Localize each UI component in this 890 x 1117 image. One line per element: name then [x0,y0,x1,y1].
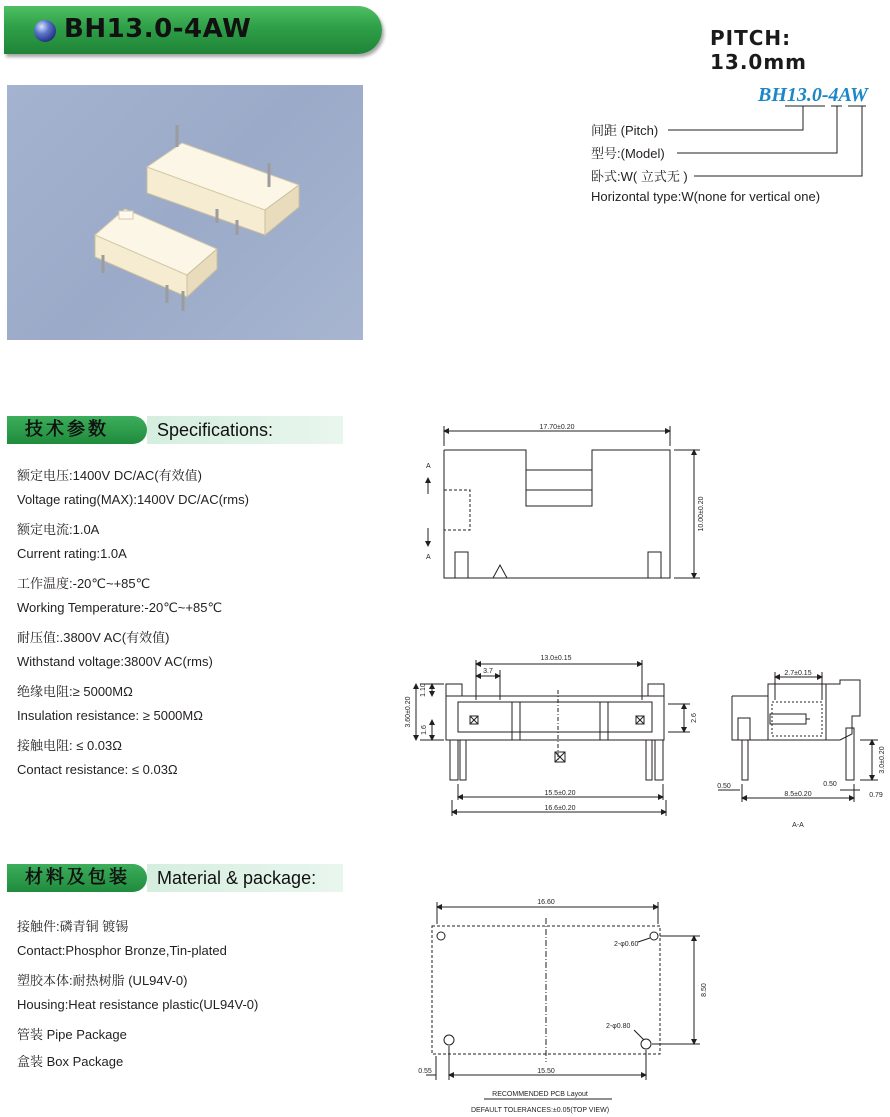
spec-line: Withstand voltage:3800V AC(rms) [17,654,213,669]
pn-legend-horizontal: Horizontal type:W(none for vertical one) [591,189,821,204]
material-line: 盒装 Box Package [17,1054,124,1069]
front-pitch-dim: 13.0±0.15 [540,655,572,662]
material-line: 塑胶本体:耐热树脂 (UL94V-0) [17,973,188,988]
pcb-bottom-left-dim: 0.55 [418,1068,432,1075]
side-right-dim: 3.0±0.20 [879,746,886,774]
spec-line: Insulation resistance: ≥ 5000MΩ [17,708,203,723]
top-height-dim: 10.00±0.20 [698,496,705,532]
material-header-en: Material & package: [147,864,343,892]
material-line: Housing:Heat resistance plastic(UL94V-0) [17,997,259,1012]
top-width-dim: 17.70±0.20 [539,424,575,431]
front-left-small-dim: 1.6 [421,725,428,735]
front-bottom-inner-dim: 15.5±0.20 [544,790,576,797]
material-header-cn: 材料及包装 [7,864,147,892]
model-title: BH13.0-4AW [64,14,252,44]
spec-line: Current rating:1.0A [17,546,127,561]
material-line: 管装 Pipe Package [17,1027,127,1042]
front-pin-dim: 3.7 [483,668,493,675]
pcb-height-dim: 8.50 [701,983,708,997]
pn-legend-model: 型号:(Model) [591,146,665,161]
pitch-label: PITCH: 13.0mm [710,26,808,74]
side-section-label: A-A [792,822,804,829]
specifications-header-cn: 技术参数 [7,416,147,444]
side-bottom-dim: 8.5±0.20 [784,791,812,798]
front-left-top-dim: 1.10 [420,683,427,697]
pn-legend-type: 卧式:W( 立式无 ) [591,169,688,184]
part-number-code: BH13.0-4AW [758,84,868,106]
section-mark-top: A [426,463,431,470]
spec-line: Contact resistance: ≤ 0.03Ω [17,762,178,777]
pcb-caption: RECOMMENDED PCB Layout [492,1091,588,1098]
specifications-header-en: Specifications: [147,416,343,444]
drawing-side-section [718,672,878,802]
spec-line: Voltage rating(MAX):1400V DC/AC(rms) [17,492,249,507]
drawing-top-view [428,426,700,578]
spec-line: 绝缘电阻:≥ 5000MΩ [17,684,133,699]
spec-line: Working Temperature:-20℃~+85℃ [17,600,223,615]
drawing-pcb-layout [426,902,700,1099]
pcb-bottom-dim: 15.50 [537,1068,555,1075]
front-left-height-dim: 3.60±0.20 [405,696,412,728]
side-right-bottom-dim: 0.79 [869,792,883,799]
spec-line: 额定电压:1400V DC/AC(有效值) [17,468,202,483]
material-line: 接触件:磷青铜 镀锡 [17,919,129,934]
side-left-bottom-dim: 0.50 [717,783,731,790]
spec-line: 耐压值:.3800V AC(有效值) [17,630,170,645]
pcb-top-dim: 16.60 [537,899,555,906]
pn-legend-pitch: 间距 (Pitch) [591,123,659,138]
side-mid-bottom-dim: 0.50 [823,781,837,788]
spec-line: 工作温度:-20℃~+85℃ [17,576,151,591]
pcb-tolerance-note: DEFAULT TOLERANCES:±0.05(TOP VIEW) [470,1107,610,1114]
material-line: Contact:Phosphor Bronze,Tin-plated [17,943,227,958]
spec-line: 额定电流:1.0A [17,522,100,537]
side-top-dim: 2.7±0.15 [784,670,812,677]
front-right-dim: 2.6 [691,713,698,723]
spec-line: 接触电阻: ≤ 0.03Ω [17,738,122,753]
front-bottom-outer-dim: 16.6±0.20 [544,805,576,812]
section-mark-bottom: A [426,554,431,561]
pcb-hole-top-label: 2-φ0.60 [614,941,639,948]
pcb-hole-bottom-label: 2-φ0.80 [606,1023,631,1030]
